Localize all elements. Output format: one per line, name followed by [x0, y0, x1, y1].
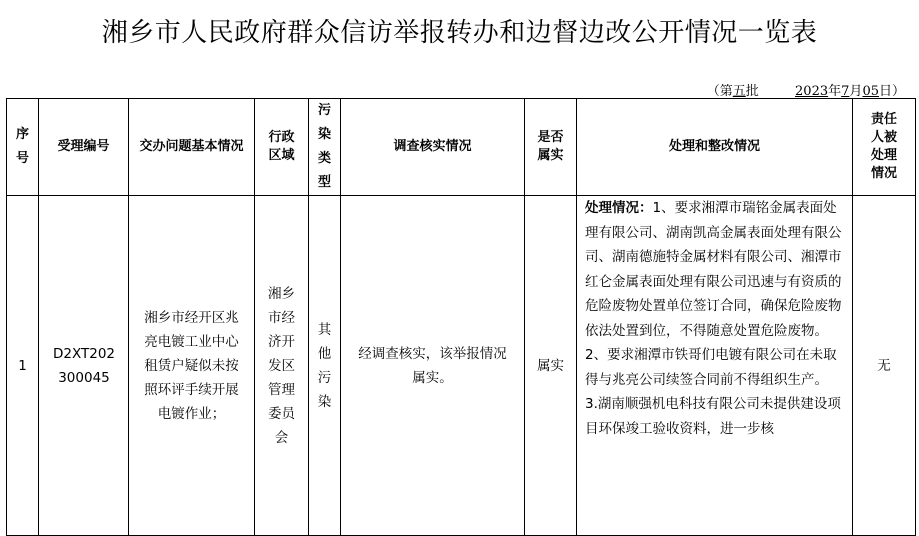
- header-seq: 序号: [7, 99, 39, 196]
- batch-number: 五: [732, 84, 746, 99]
- handling-p3: 3.湖南顺强机电科技有限公司未提供建设项目环保竣工验收资料，进一步核: [585, 396, 841, 437]
- page-title: 湘乡市人民政府群众信访举报转办和边督边改公开情况一览表: [101, 18, 818, 48]
- header-issue: 交办问题基本情况: [129, 99, 255, 196]
- batch-year-label: 年: [828, 84, 842, 99]
- handling-label: 处理情况：: [585, 200, 653, 216]
- cell-region: 湘乡市经济开发区管理委员会: [255, 196, 309, 536]
- header-row: [7, 99, 916, 196]
- report-table: [6, 98, 916, 536]
- cell-pollution: 其他污染: [309, 196, 341, 536]
- header-case-no: 受理编号: [39, 99, 129, 196]
- cell-verified: 属实: [525, 196, 577, 536]
- cell-case-no: D2XT202300045: [39, 196, 129, 536]
- cell-accountability: 无: [853, 196, 916, 536]
- batch-info: [707, 80, 905, 99]
- cell-investigation: 经调查核实，该举报情况属实。: [341, 196, 525, 536]
- batch-month: 7: [841, 84, 850, 99]
- batch-year: 2023: [795, 84, 829, 99]
- header-verified: 是否属实: [525, 99, 577, 196]
- header-pollution: 污染类型: [309, 99, 341, 196]
- cell-handling: [577, 196, 853, 536]
- handling-p1: 处理情况：1、要求湘潭市瑞铭金属表面处理有限公司、湖南凯高金属表面处理有限公司、湖南德施特金属材料有限公司、湘潭市红仑金属表面处理有限公司迅速与有资质的危险废物处置单位签订合同，确保危险废物依法处置到位，不得随意处置危险废物。: [585, 200, 842, 339]
- header-accountability: 责任人被处理情况: [853, 99, 916, 196]
- header-handling: 处理和整改情况: [577, 99, 853, 196]
- header-region: 行政区域: [255, 99, 309, 196]
- batch-day-label: 日）: [878, 84, 905, 99]
- batch-month-label: 月: [849, 84, 863, 99]
- cell-seq: 1: [7, 196, 39, 536]
- batch-suffix: 批: [745, 84, 759, 99]
- batch-day: 05: [862, 84, 879, 99]
- cell-issue: 湘乡市经开区兆亮电镀工业中心租赁户疑似未按照环评手续开展电镀作业；: [129, 196, 255, 536]
- batch-open: （第: [706, 84, 733, 99]
- table-row: [7, 196, 916, 536]
- header-investigation: 调查核实情况: [341, 99, 525, 196]
- handling-p2: 2、要求湘潭市铁哥们电镀有限公司在未取得与兆亮公司续签合同前不得组织生产。: [585, 347, 837, 388]
